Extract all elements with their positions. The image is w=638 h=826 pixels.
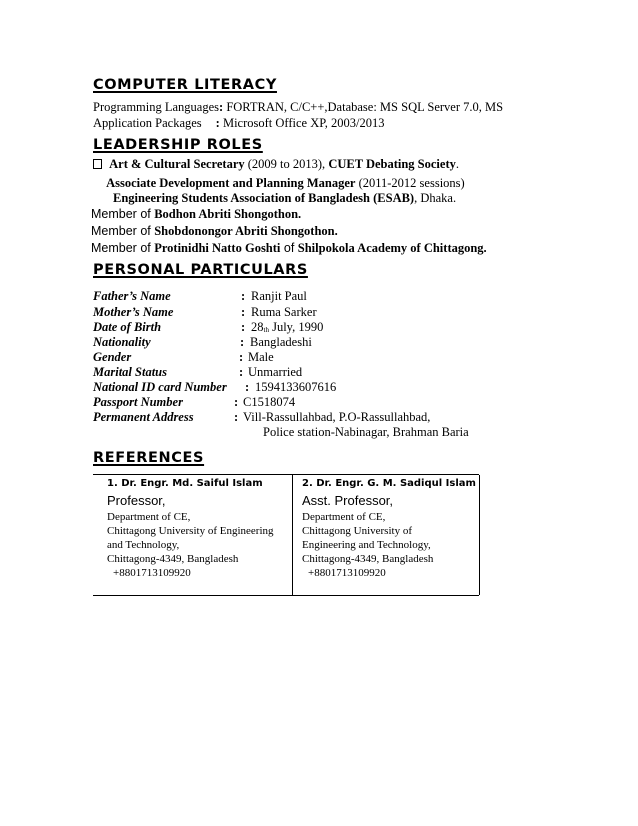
leadership-roles-heading: LEADERSHIP ROLES bbox=[93, 137, 263, 153]
reference-card bbox=[302, 478, 492, 580]
reference-univ-line-1: Chittagong University of bbox=[302, 525, 412, 537]
role-years: (2009 to 2013), bbox=[244, 157, 329, 171]
member-of-text: Member of bbox=[91, 241, 155, 255]
role-organization: Engineering Students Association of Bangladesh (ESAB) bbox=[113, 191, 415, 205]
leadership-item-4 bbox=[91, 224, 338, 239]
role-title: Art & Cultural Secretary bbox=[109, 157, 245, 171]
field-label: Father’s Name bbox=[93, 289, 171, 303]
field-colon: : bbox=[241, 320, 246, 334]
leadership-item-3 bbox=[91, 207, 301, 222]
date-suffix: th bbox=[263, 326, 269, 334]
reference-city: Chittagong-4349, Bangladesh bbox=[107, 553, 239, 565]
role-end: . bbox=[455, 157, 459, 171]
reference-dept: Department of CE, bbox=[107, 511, 191, 523]
role-years: (2011-2012 sessions) bbox=[355, 176, 465, 190]
field-value: Ruma Sarker bbox=[251, 305, 317, 319]
personal-particulars-heading: PERSONAL PARTICULARS bbox=[93, 262, 308, 278]
member-of-text: Member of bbox=[91, 207, 155, 221]
field-label: Date of Birth bbox=[93, 320, 162, 334]
programming-languages-colon: : bbox=[219, 100, 224, 114]
member-of-text: Member of bbox=[91, 224, 155, 238]
field-label: Gender bbox=[93, 350, 132, 364]
field-colon: : bbox=[240, 335, 245, 349]
application-packages-label: Application Packages bbox=[93, 116, 202, 130]
bullet-icon bbox=[93, 159, 102, 169]
role-organization: Shilpokola Academy of Chittagong. bbox=[297, 241, 487, 255]
reference-address bbox=[302, 510, 492, 580]
reference-univ-line-2: Engineering and Technology, bbox=[302, 539, 431, 551]
reference-title: Professor, bbox=[107, 493, 166, 508]
references-heading: REFERENCES bbox=[93, 450, 205, 466]
field-label: Mother’s Name bbox=[93, 305, 174, 319]
field-colon: : bbox=[239, 350, 244, 364]
application-packages-colon: : bbox=[215, 116, 220, 130]
role-organization: Shobdonongor Abriti Shongothon. bbox=[154, 224, 338, 238]
role-organization: Protinidhi Natto Goshti bbox=[154, 241, 281, 255]
field-value: Vill-Rassullahbad, P.O-Rassullahbad, bbox=[243, 410, 431, 424]
leadership-item-2 bbox=[93, 176, 465, 191]
field-label: National ID card Number bbox=[93, 380, 227, 394]
reference-title: Asst. Professor, bbox=[302, 493, 394, 508]
application-packages-line bbox=[93, 116, 385, 131]
field-colon: : bbox=[241, 289, 246, 303]
field-label: Nationality bbox=[93, 335, 151, 349]
field-value: 1594133607616 bbox=[255, 380, 337, 394]
reference-city: Chittagong-4349, Bangladesh bbox=[302, 553, 434, 565]
role-title: Associate Development and Planning Manager bbox=[106, 176, 356, 190]
computer-literacy-heading: COMPUTER LITERACY bbox=[93, 77, 277, 93]
field-value bbox=[251, 320, 323, 335]
field-value: Unmarried bbox=[248, 365, 303, 379]
leadership-item-5 bbox=[91, 241, 487, 256]
reference-name: 1. Dr. Engr. Md. Saiful Islam bbox=[107, 478, 263, 489]
address-line-2: Police station-Nabinagar, Brahman Baria bbox=[263, 425, 469, 439]
programming-languages-line bbox=[93, 100, 503, 115]
reference-dept: Department of CE, bbox=[302, 511, 386, 523]
field-colon: : bbox=[234, 410, 239, 424]
leadership-item-2-org bbox=[113, 191, 456, 206]
reference-phone: +8801713109920 bbox=[113, 567, 191, 579]
field-colon: : bbox=[239, 365, 244, 379]
field-label: Permanent Address bbox=[93, 410, 194, 424]
application-packages-value: Microsoft Office XP, 2003/2013 bbox=[219, 116, 385, 130]
reference-phone: +8801713109920 bbox=[308, 567, 386, 579]
field-label: Passport Number bbox=[93, 395, 183, 409]
of-text: of bbox=[280, 241, 298, 255]
field-colon: : bbox=[245, 380, 250, 394]
role-organization: Bodhon Abriti Shongothon. bbox=[154, 207, 302, 221]
field-colon: : bbox=[234, 395, 239, 409]
field-label: Marital Status bbox=[93, 365, 167, 379]
date-day: 28 bbox=[251, 320, 264, 334]
programming-languages-value: FORTRAN, C/C++,Database: MS SQL Server 7.0, MS bbox=[223, 100, 504, 114]
field-value: Bangladeshi bbox=[250, 335, 312, 349]
role-organization: CUET Debating Society bbox=[328, 157, 456, 171]
reference-name: 2. Dr. Engr. G. M. Sadiqul Islam bbox=[302, 478, 476, 489]
reference-univ-line-1: Chittagong University of Engineering bbox=[107, 525, 274, 537]
reference-card bbox=[107, 478, 297, 580]
field-value: Male bbox=[248, 350, 274, 364]
leadership-item-1 bbox=[93, 157, 459, 172]
date-rest: July, 1990 bbox=[268, 320, 324, 334]
programming-languages-label: Programming Languages bbox=[93, 100, 220, 114]
field-value: C1518074 bbox=[243, 395, 296, 409]
field-colon: : bbox=[241, 305, 246, 319]
references-table bbox=[93, 474, 479, 596]
field-value: Ranjit Paul bbox=[251, 289, 307, 303]
reference-address bbox=[107, 510, 297, 580]
reference-univ-line-2: and Technology, bbox=[107, 539, 180, 551]
role-end: , Dhaka. bbox=[414, 191, 457, 205]
